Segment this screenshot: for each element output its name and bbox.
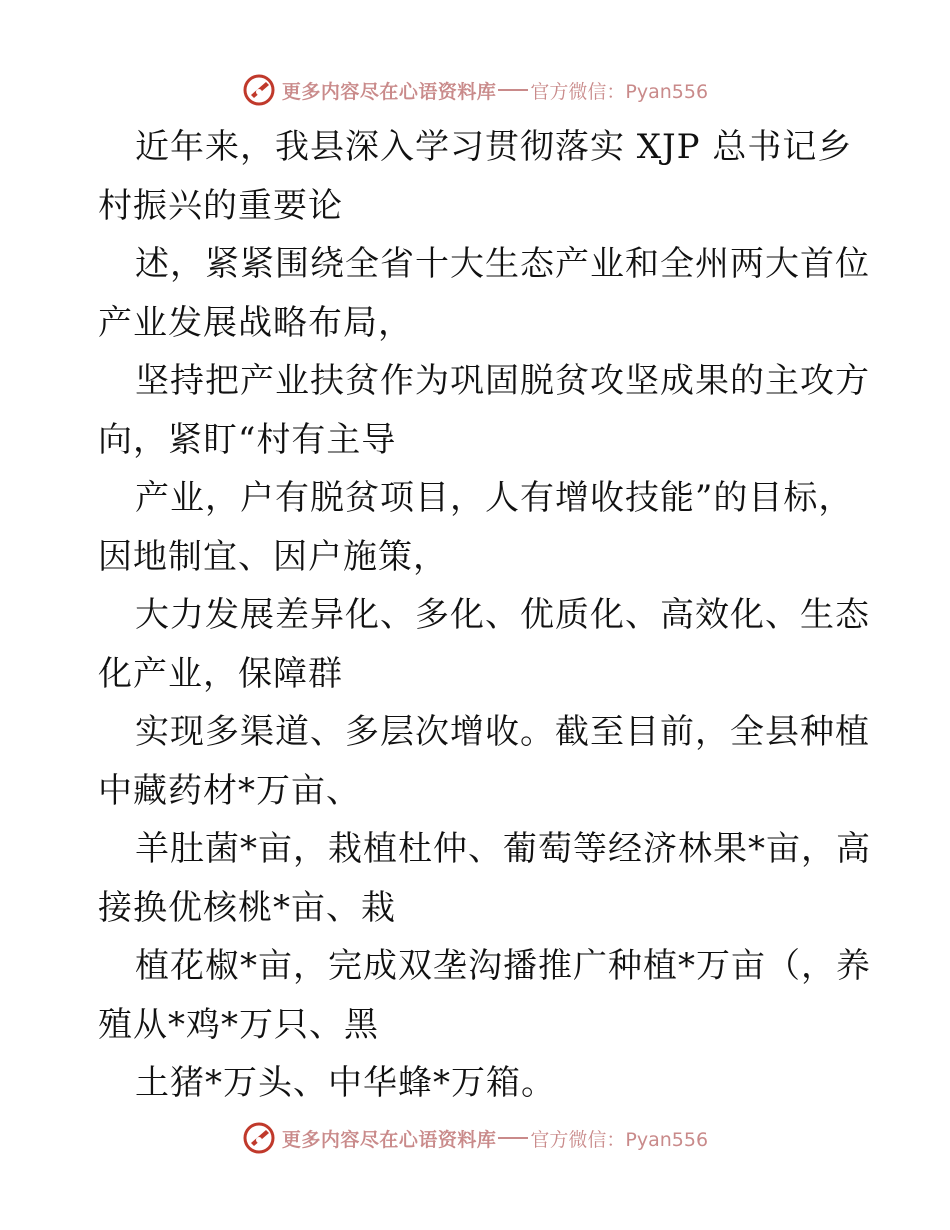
body-line: 向，紧盯“村有主导 — [98, 419, 397, 460]
body-line: 大力发展差异化、多化、优质化、高效化、生态 — [135, 595, 870, 635]
body-line: 殖从*鸡*万只、黑 — [98, 1004, 379, 1045]
body-line: 土猪*万头、中华蜂*万箱。 — [135, 1063, 556, 1103]
header-watermark — [0, 70, 950, 110]
watermark-main-text: 更多内容尽在心语资料库 — [281, 80, 497, 103]
body-line: 羊肚菌*亩，栽植杜仲、葡萄等经济林果*亩，高 — [135, 829, 871, 869]
watermark-side-text: 官方微信：Pyan556 — [530, 80, 709, 103]
body-line: 近年来，我县深入学习贯彻落实 XJP 总书记乡 — [135, 127, 853, 167]
body-line: 村振兴的重要论 — [98, 185, 343, 226]
body-line: 产业发展战略布局， — [98, 302, 413, 343]
watermark-dash — [498, 89, 528, 91]
document-body — [98, 118, 871, 1113]
logo-icon — [242, 73, 276, 107]
watermark-main-text: 更多内容尽在心语资料库 — [281, 1128, 497, 1151]
body-line: 接换优核桃*亩、栽 — [98, 887, 396, 928]
logo-icon — [242, 1121, 276, 1155]
body-line: 坚持把产业扶贫作为巩固脱贫攻坚成果的主攻方 — [135, 361, 870, 401]
body-line: 产业，户有脱贫项目，人有增收技能”的目标， — [135, 478, 854, 518]
body-line: 植花椒*亩，完成双垄沟播推广种植*万亩（，养 — [135, 946, 871, 986]
footer-watermark — [0, 1118, 950, 1158]
body-line: 述，紧紧围绕全省十大生态产业和全州两大首位 — [135, 244, 870, 284]
watermark-dash — [498, 1137, 528, 1139]
body-line: 化产业，保障群 — [98, 653, 343, 694]
watermark-side-text: 官方微信：Pyan556 — [530, 1128, 709, 1151]
body-line: 中藏药材*万亩、 — [98, 770, 361, 811]
body-line: 实现多渠道、多层次增收。截至目前，全县种植 — [135, 712, 870, 752]
body-line: 因地制宜、因户施策， — [98, 536, 448, 577]
